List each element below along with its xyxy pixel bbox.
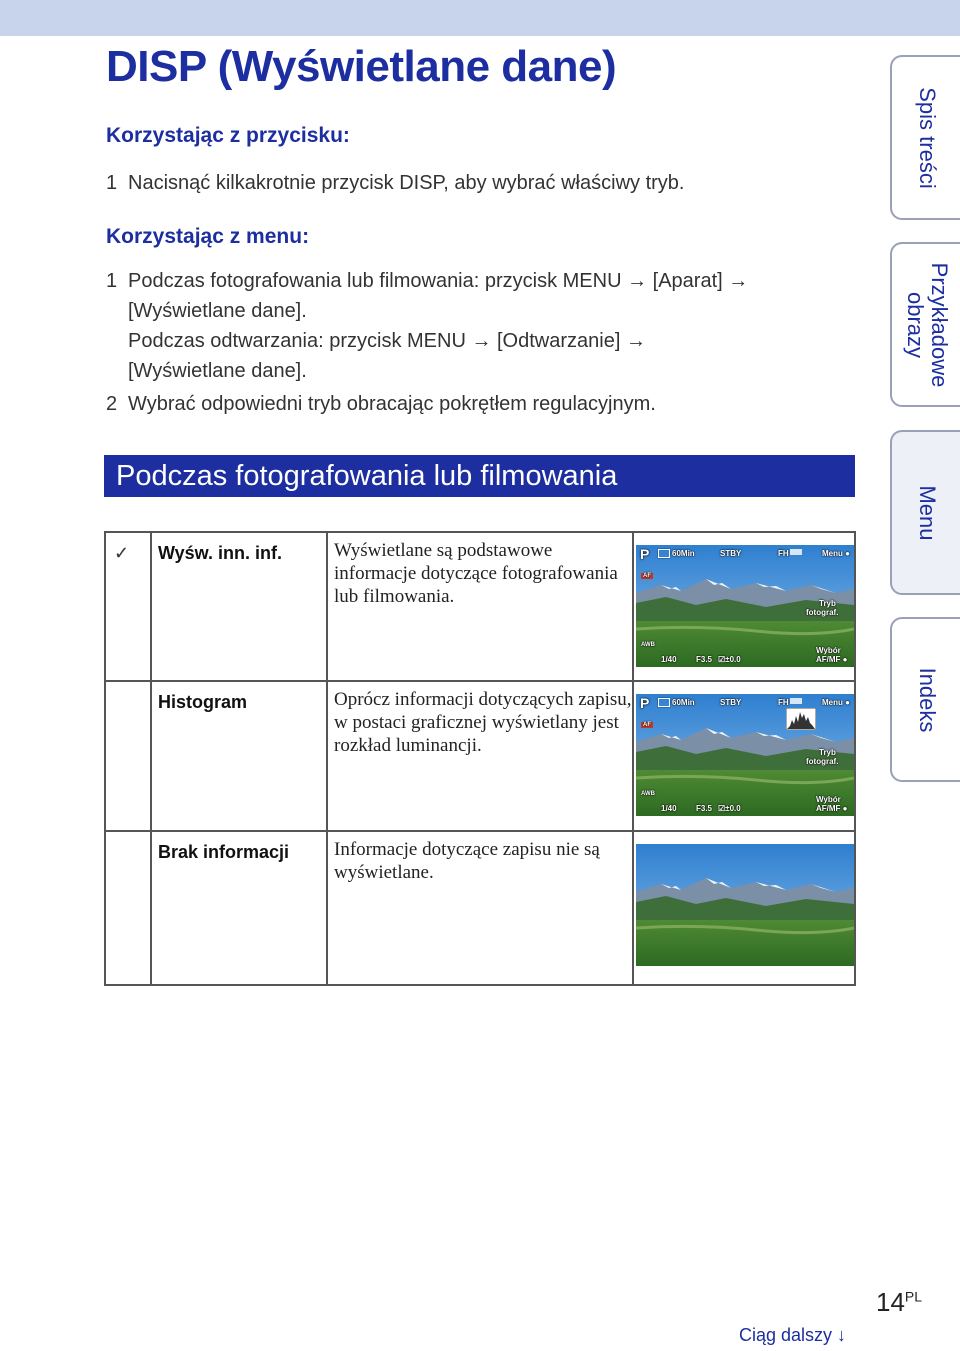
page-title: DISP (Wyświetlane dane) bbox=[106, 42, 617, 91]
tab-index[interactable] bbox=[890, 617, 960, 782]
shutter-speed: 1/40 bbox=[661, 655, 677, 664]
focus-selection-label: Wybór bbox=[816, 646, 841, 655]
shutter-speed: 1/40 bbox=[661, 804, 677, 813]
step-line-2: [Wyświetlane dane]. bbox=[128, 300, 307, 322]
step-text: Wybrać odpowiedni tryb obracając pokrętłem regulacyjnym. bbox=[128, 393, 656, 415]
exposure-value: ☑±0.0 bbox=[718, 655, 741, 664]
shooting-mode-label: Tryb bbox=[819, 599, 836, 608]
default-check-icon bbox=[106, 832, 150, 842]
default-check-icon: ✓ bbox=[114, 543, 130, 563]
page-number-value: 14 bbox=[876, 1287, 905, 1317]
memory-card-icon bbox=[790, 549, 802, 555]
standby-status: STBY bbox=[720, 549, 742, 558]
table-row bbox=[105, 532, 855, 681]
shooting-mode-label-2: fotograf. bbox=[806, 608, 839, 617]
aperture-value: F3.5 bbox=[696, 655, 713, 664]
tab-menu[interactable] bbox=[890, 430, 960, 595]
landscape-image bbox=[636, 844, 854, 966]
step-number: 1 bbox=[106, 270, 118, 292]
continue-link[interactable]: Ciąg dalszy ↓ bbox=[739, 1325, 847, 1345]
mode-description: Wyświetlane są podstawowe informacje dotyczące fotografowania lub filmowania. bbox=[334, 540, 618, 607]
histogram-graph bbox=[786, 708, 816, 730]
mode-name: Brak informacji bbox=[158, 842, 290, 862]
exposure-value: ☑±0.0 bbox=[718, 804, 741, 813]
default-check-icon bbox=[106, 682, 150, 692]
step-line-3: Podczas odtwarzania: przycisk MENU → [Odtwarzanie] → bbox=[128, 330, 646, 352]
af-icon: AF bbox=[643, 722, 651, 728]
quality-icon: FH bbox=[778, 698, 789, 707]
tab-label bbox=[903, 260, 951, 390]
shooting-mode-label: Tryb bbox=[819, 748, 836, 757]
shooting-mode-label-2: fotograf. bbox=[806, 757, 839, 766]
screen-preview-basic bbox=[636, 545, 854, 667]
remaining-time: 60Min bbox=[672, 698, 695, 707]
menu-indicator: Menu ● bbox=[822, 698, 850, 707]
mode-indicator: P bbox=[640, 546, 650, 562]
aperture-value: F3.5 bbox=[696, 804, 713, 813]
page-number bbox=[876, 1287, 922, 1318]
focus-selection-label-2: AF/MF ● bbox=[816, 655, 848, 664]
step-line-1: Podczas fotografowania lub filmowania: przycisk MENU → [Aparat] → bbox=[128, 270, 749, 292]
screen-preview-no-info bbox=[636, 844, 854, 966]
remaining-time: 60Min bbox=[672, 549, 695, 558]
memory-card-icon bbox=[790, 698, 802, 704]
step-text: Nacisnąć kilkakrotnie przycisk DISP, aby wybrać właściwy tryb. bbox=[128, 172, 685, 194]
focus-selection-label: Wybór bbox=[816, 795, 841, 804]
mode-name: Histogram bbox=[158, 692, 248, 712]
af-icon: AF bbox=[643, 573, 651, 579]
tab-table-of-contents[interactable] bbox=[890, 55, 960, 220]
display-modes-table bbox=[104, 531, 856, 986]
screen-preview-histogram bbox=[636, 694, 854, 816]
awb-icon: AWB bbox=[641, 791, 655, 797]
step-number: 1 bbox=[106, 172, 118, 194]
page-number-suffix: PL bbox=[904, 1288, 923, 1305]
step-number: 2 bbox=[106, 393, 118, 415]
focus-selection-label-2: AF/MF ● bbox=[816, 804, 848, 813]
quality-icon: FH bbox=[778, 549, 789, 558]
battery-icon bbox=[658, 698, 670, 707]
menu-section-heading: Korzystając z menu: bbox=[106, 225, 310, 248]
tab-label: Menu bbox=[915, 484, 940, 541]
awb-icon: AWB bbox=[641, 642, 655, 648]
tab-sample-images[interactable] bbox=[890, 242, 960, 407]
tab-label: Spis treści bbox=[915, 86, 940, 189]
standby-status: STBY bbox=[720, 698, 742, 707]
mode-description: Informacje dotyczące zapisu nie są wyświetlane. bbox=[334, 839, 600, 883]
tab-label: Indeks bbox=[915, 667, 940, 732]
mode-description: Oprócz informacji dotyczących zapisu, w postaci graficznej wyświetlany jest rozkład luminancji. bbox=[334, 689, 632, 756]
button-step-1 bbox=[106, 168, 684, 198]
menu-step-2 bbox=[106, 389, 656, 419]
menu-step-1 bbox=[106, 266, 748, 386]
battery-icon bbox=[658, 549, 670, 558]
step-line-4: [Wyświetlane dane]. bbox=[128, 360, 307, 382]
section-title: Podczas fotografowania lub filmowania bbox=[104, 455, 855, 497]
menu-indicator: Menu ● bbox=[822, 549, 850, 558]
button-section-heading: Korzystając z przycisku: bbox=[106, 124, 350, 147]
table-row bbox=[105, 681, 855, 831]
top-bar bbox=[0, 0, 960, 36]
table-row bbox=[105, 831, 855, 985]
mode-indicator: P bbox=[640, 695, 650, 711]
mode-name: Wyśw. inn. inf. bbox=[158, 543, 283, 563]
tab-label-text: Przykładowe obrazy bbox=[903, 262, 952, 387]
